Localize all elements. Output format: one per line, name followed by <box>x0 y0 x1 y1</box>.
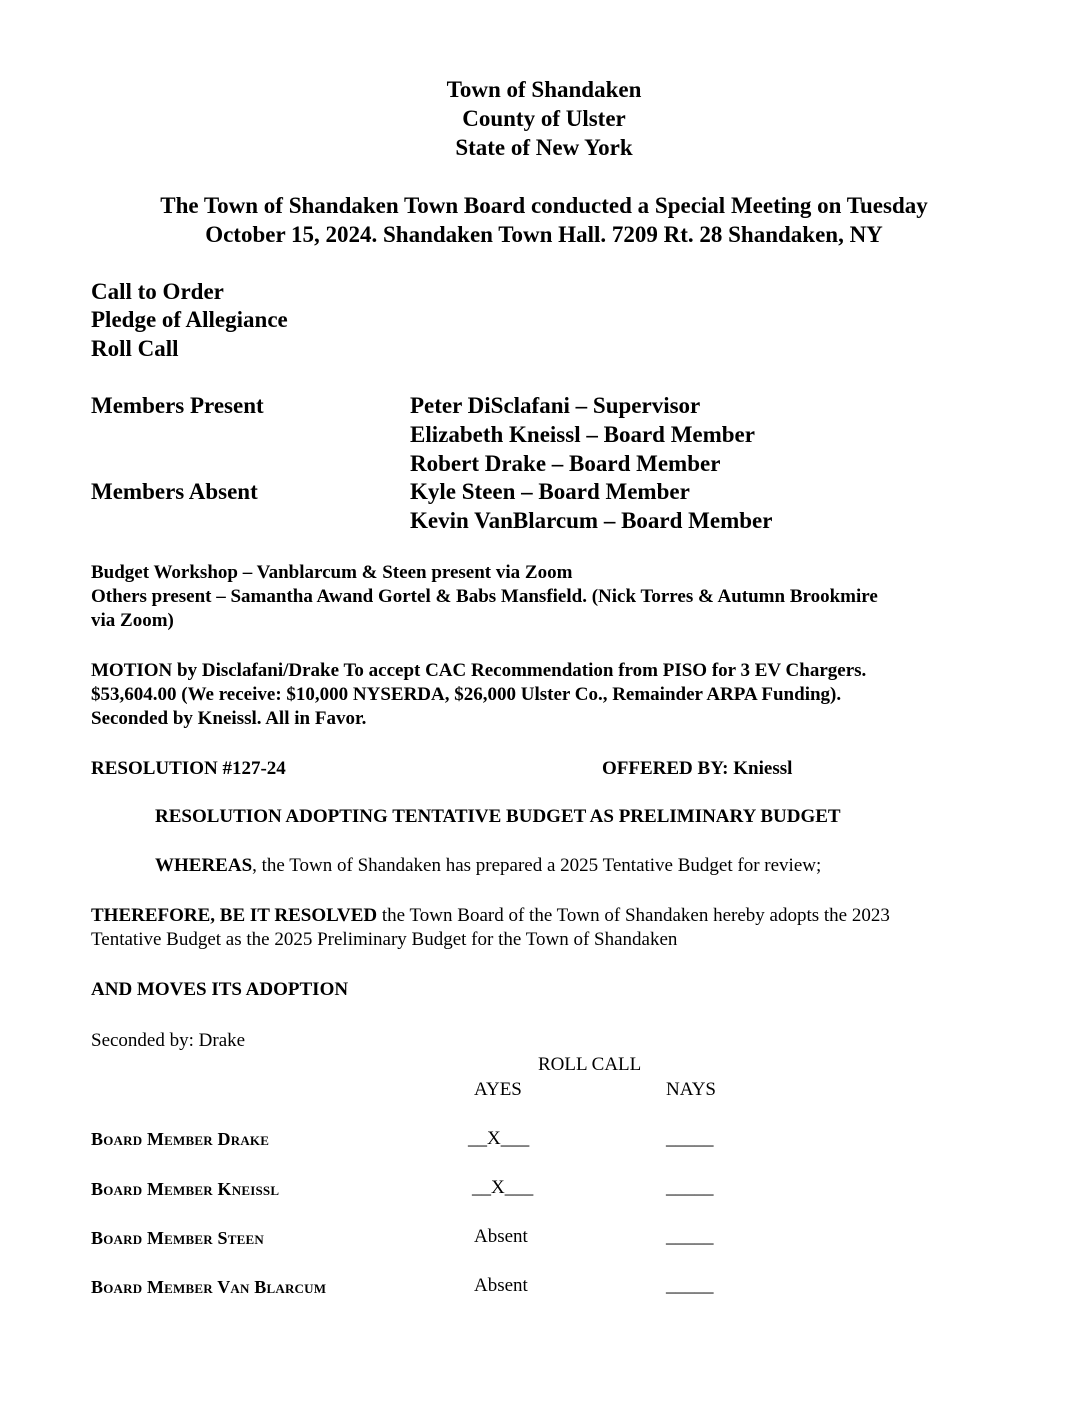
motion-line-1: MOTION by Disclafani/Drake To accept CAC Recommendation from PISO for 3 EV Chargers. <box>91 660 867 681</box>
member-absent-1: Kyle Steen – Board Member <box>410 479 690 504</box>
header-county: County of Ulster <box>462 106 626 131</box>
roll-call-name-van-blarcum: Board Member Van Blarcum <box>91 1277 327 1297</box>
whereas-paragraph <box>155 855 821 877</box>
therefore-paragraph-line-1 <box>91 905 890 927</box>
agenda-pledge: Pledge of Allegiance <box>91 307 288 332</box>
resolution-title: RESOLUTION ADOPTING TENTATIVE BUDGET AS PRELIMINARY BUDGET <box>155 806 841 827</box>
roll-call-nay-steen: _____ <box>666 1226 714 1247</box>
moves-adoption: AND MOVES ITS ADOPTION <box>91 979 349 1000</box>
resolution-number: RESOLUTION #127-24 <box>91 758 286 779</box>
roll-call-nay-van-blarcum: _____ <box>666 1275 714 1296</box>
agenda-roll-call: Roll Call <box>91 336 179 361</box>
header-state: State of New York <box>455 135 633 160</box>
roll-call-name-kneissl: Board Member Kneissl <box>91 1179 280 1199</box>
roll-call-nay-drake: _____ <box>666 1128 714 1149</box>
nays-header: NAYS <box>666 1079 716 1100</box>
therefore-keyword: THEREFORE, BE IT RESOLVED <box>91 905 378 926</box>
motion-line-2: $53,604.00 (We receive: $10,000 NYSERDA, $26,000 Ulster Co., Remainder ARPA Funding). <box>91 684 842 705</box>
resolution-offered-by: OFFERED BY: Kniessl <box>602 758 793 779</box>
therefore-text-1: the Town Board of the Town of Shandaken hereby adopts the 2023 <box>377 905 890 926</box>
seconded-by: Seconded by: Drake <box>91 1030 246 1051</box>
member-present-3: Robert Drake – Board Member <box>410 451 721 476</box>
whereas-keyword: WHEREAS <box>155 855 253 876</box>
meeting-line-1: The Town of Shandaken Town Board conducted a Special Meeting on Tuesday <box>160 193 928 218</box>
roll-call-aye-steen: Absent <box>474 1226 528 1247</box>
roll-call-aye-van-blarcum: Absent <box>474 1275 528 1296</box>
members-absent-label: Members Absent <box>91 479 258 504</box>
member-present-2: Elizabeth Kneissl – Board Member <box>410 422 755 447</box>
roll-call-title: ROLL CALL <box>538 1054 642 1075</box>
meeting-line-2: October 15, 2024. Shandaken Town Hall. 7209 Rt. 28 Shandaken, NY <box>205 222 883 247</box>
header-town: Town of Shandaken <box>446 77 642 102</box>
agenda-call-to-order: Call to Order <box>91 279 224 304</box>
workshop-line-2: Others present – Samantha Awand Gortel & Babs Mansfield. (Nick Torres & Autumn Brookmire <box>91 586 878 607</box>
ayes-header: AYES <box>474 1079 522 1100</box>
therefore-text-2: Tentative Budget as the 2025 Preliminary Budget for the Town of Shandaken <box>91 929 678 950</box>
workshop-line-3: via Zoom) <box>91 610 174 631</box>
workshop-line-1: Budget Workshop – Vanblarcum & Steen present via Zoom <box>91 562 573 583</box>
member-absent-2: Kevin VanBlarcum – Board Member <box>410 508 773 533</box>
motion-line-3: Seconded by Kneissl. All in Favor. <box>91 708 367 729</box>
whereas-text: , the Town of Shandaken has prepared a 2025 Tentative Budget for review; <box>252 855 822 876</box>
roll-call-name-steen: Board Member Steen <box>91 1228 264 1248</box>
member-present-1: Peter DiSclafani – Supervisor <box>410 393 701 418</box>
roll-call-nay-kneissl: _____ <box>666 1177 714 1198</box>
roll-call-aye-kneissl: __X___ <box>472 1177 534 1198</box>
roll-call-aye-drake: __X___ <box>468 1128 530 1149</box>
roll-call-name-drake: Board Member Drake <box>91 1129 270 1149</box>
members-present-label: Members Present <box>91 393 264 418</box>
